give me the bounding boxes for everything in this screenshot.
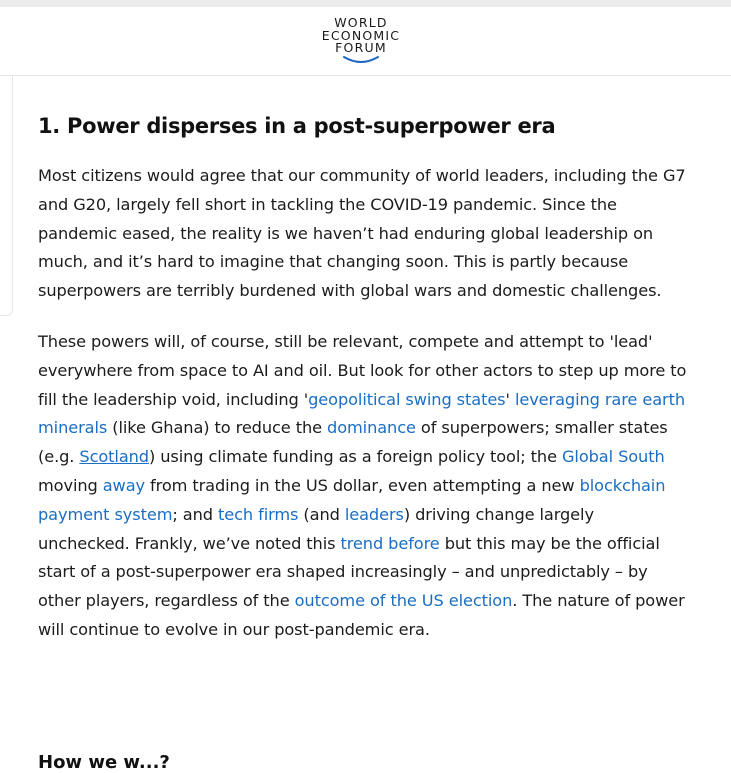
logo-swoosh-icon (341, 55, 381, 65)
text-run: (like Ghana) to reduce the (107, 418, 328, 438)
text-run: . The nature of power will continue to evolve in our post-pandemic era. (38, 591, 685, 639)
text-run: ; and (172, 504, 218, 524)
logo-text-forum: FORUM (335, 40, 387, 55)
sidebar-edge (0, 76, 13, 316)
next-section-heading: How we w...? (38, 752, 170, 773)
text-run: moving (38, 475, 103, 495)
link-trend-before[interactable]: trend before (340, 533, 440, 553)
link-scotland[interactable]: Scotland (79, 447, 149, 467)
link-leaders[interactable]: leaders (344, 504, 404, 524)
text-run: of superpowers; smaller states (e.g. (38, 418, 668, 467)
text-run: ' (505, 389, 515, 409)
link-global-south[interactable]: Global South (561, 447, 665, 467)
text-run: ) driving change largely unchecked. Frankly, we’ve noted this (38, 504, 594, 553)
text-run: from trading in the US dollar, even attempting a new (145, 475, 580, 495)
article-body (38, 110, 688, 667)
link-dominance[interactable]: dominance (327, 418, 416, 438)
paragraph-2 (38, 328, 688, 645)
text-run: ' (303, 389, 309, 409)
link-geopolitical-swing-states[interactable]: geopolitical swing states (308, 389, 506, 409)
link-tech-firms[interactable]: tech firms (218, 504, 299, 524)
link-rare-earth-minerals[interactable]: leveraging rare earth minerals (38, 389, 685, 438)
link-outcome-us-election[interactable]: outcome of the US election (294, 591, 513, 611)
link-blockchain-payment-system[interactable]: blockchain payment system (38, 475, 666, 524)
logo-text-world: WORLD (334, 15, 388, 30)
text-run: but this may be the official start of a post-superpower era shaped increasingly – and unpredictably – by other players, regardless of the (38, 533, 660, 611)
section-heading: 1. Power disperses in a post-superpower era (38, 114, 556, 138)
text-run: ) using climate funding as a foreign policy tool; the (148, 447, 562, 467)
link-away[interactable]: away (102, 475, 145, 495)
logo-text-economic: ECONOMIC (321, 27, 401, 43)
site-header (0, 0, 731, 76)
text-run: (and (298, 504, 345, 524)
text-run: These powers will, of course, still be relevant, compete and attempt to 'lead' everywhere from space to AI and oil. But look for other actors to step up more to fill the leadership void, including (38, 331, 687, 409)
wef-logo[interactable] (319, 17, 403, 65)
paragraph-1: Most citizens would agree that our community of world leaders, including the G7 and G20, largely fell short in tackling the COVID-19 pandemic. Since the pandemic eased, the reality is we haven’t had enduring global leadership on much, and it’s hard to imagine that changing soon. This is partly because superpowers are terribly burdened with global wars and domestic challenges. (38, 166, 686, 301)
